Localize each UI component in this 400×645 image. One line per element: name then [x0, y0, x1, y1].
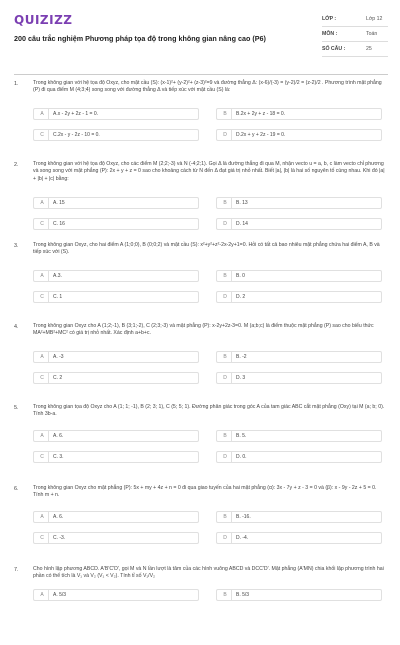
option-letter: A [36, 109, 49, 119]
option-letter: B [219, 109, 232, 119]
option-b[interactable] [216, 197, 382, 209]
option-letter: A [36, 271, 49, 281]
meta-table [322, 12, 388, 57]
option-d[interactable] [216, 291, 382, 303]
option-c[interactable] [33, 129, 199, 141]
option-letter: C [36, 452, 49, 462]
option-c[interactable] [33, 291, 199, 303]
question-number: 5. [14, 405, 19, 411]
option-a[interactable] [33, 351, 199, 363]
option-letter: B [219, 271, 232, 281]
document-title: 200 câu trắc nghiệm Phương pháp tọa độ trong không gian nâng cao (P6) [14, 34, 266, 43]
option-letter: C [36, 219, 49, 229]
question-list [0, 78, 400, 645]
question-number: 1. [14, 81, 19, 87]
meta-row-subject [322, 27, 388, 42]
option-b[interactable] [216, 511, 382, 523]
meta-value: 25 [366, 46, 372, 52]
option-letter: B [219, 352, 232, 362]
question-number: 4. [14, 324, 19, 330]
option-b[interactable] [216, 430, 382, 442]
option-letter: A [36, 431, 49, 441]
option-text: B. 5. [236, 433, 247, 439]
option-d[interactable] [216, 129, 382, 141]
question-number: 6. [14, 486, 19, 492]
option-text: D. 3 [236, 375, 246, 381]
option-text: A. 5/3 [53, 592, 67, 598]
option-a[interactable] [33, 270, 199, 282]
header [0, 0, 400, 66]
question-text: Trong không gian với hệ tọa độ Oxyz, cho các điểm M (2;2;-3) và N (-4;2;1). Gọi Δ là đường thẳng đi qua M, nhận vecto u = a, b, c làm vecto chỉ phương và song song với mặt phẳng (P): 2x + y + z = 0 sao cho khoảng cách từ N đến Δ đạt giá trị nhỏ nhất. Biết |a|, |b| là hai số nguyên tố cùng nhau. Khi đó |a| + |b| + |c| bằng: [33, 161, 385, 182]
option-letter: B [219, 590, 232, 600]
option-text: D. -4. [236, 535, 249, 541]
option-text: B. -2 [236, 354, 247, 360]
option-a[interactable] [33, 197, 199, 209]
option-b[interactable] [216, 108, 382, 120]
meta-row-class [322, 12, 388, 27]
meta-row-count [322, 42, 388, 57]
option-text: A. 6. [53, 514, 64, 520]
meta-label: SỐ CÂU : [322, 46, 346, 52]
option-text: D. 2 [236, 294, 246, 300]
question-text: Trong không gian tọa độ Oxyz cho A (1; 1; -1), B (2; 3; 1), C (5; 5; 1). Đường phân giác trong góc A của tam giác ABC cắt mặt phẳng (Oxy) tại M (a; b; 0). Tính 3b-a. [33, 404, 385, 418]
option-text: A.3. [53, 273, 62, 279]
option-b[interactable] [216, 351, 382, 363]
option-text: C. 1 [53, 294, 63, 300]
option-a[interactable] [33, 430, 199, 442]
option-letter: A [36, 352, 49, 362]
option-text: C. -3. [53, 535, 66, 541]
option-text: C. 3. [53, 454, 64, 460]
option-c[interactable] [33, 532, 199, 544]
question-text: Trong không gian với hệ tọa độ Oxyz, cho mặt cầu (S): (x-1)²+ (y-2)²+ (z-3)²=9 và đường thẳng Δ: (x-6)/(-3) = (y-2)/2 = (z-2)/2 . Phương trình mặt phẳng (P) đi qua điểm M (4;3;4) song song với đường thẳng Δ và tiếp xúc với mặt cầu (S) là: [33, 80, 382, 94]
option-letter: D [219, 292, 232, 302]
option-text: D. 0. [236, 454, 247, 460]
option-b[interactable] [216, 270, 382, 282]
question-text: Trong không gian Oxyz, cho hai điểm A (1;0;0), B (0;0;2) và mặt cầu (S): x²+y²+z²-2x-2y+1=0. Hỏi có tất cả bao nhiêu mặt phẳng chứa hai điểm A, B và tiếp xúc với (S). [33, 242, 380, 256]
question-number: 7. [14, 567, 19, 573]
quizizz-logo: QUIZIZZ [14, 13, 73, 27]
option-a[interactable] [33, 108, 199, 120]
option-a[interactable] [33, 511, 199, 523]
option-text: C.2x - y - 2z - 10 = 0. [53, 132, 100, 138]
option-text: C. 2 [53, 375, 63, 381]
option-letter: C [36, 533, 49, 543]
option-d[interactable] [216, 532, 382, 544]
option-c[interactable] [33, 218, 199, 230]
question-text: Trong không gian Oxyz cho A (1;2;-1), B (3;1;-2), C (2;3;-3) và mặt phẳng (P): x-2y+2z-3=0. M (a;b;c) là điểm thuộc mặt phẳng (P) sao cho biểu thức MA²+MB²+MC² có giá trị nhỏ nhất. Xác định a+b+c. [33, 323, 374, 337]
option-text: B. 0 [236, 273, 245, 279]
question-4 [0, 321, 400, 402]
question-2 [0, 159, 400, 240]
option-b[interactable] [216, 589, 382, 601]
meta-value: Toán [366, 31, 378, 37]
question-text: Cho hình lập phương ABCD. A'B'C'D', gọi M và N lần lượt là tâm của các hình vuông ABCD và DCC'D'. Mặt phẳng (A'MN) chia khối lập phương trình hai phần có thể tích là V₁ và V₂ (V₁ < V₂). Tính tỉ số V₁/V₂ [33, 566, 384, 580]
option-letter: A [36, 590, 49, 600]
option-text: B.2x + 2y + z - 18 = 0. [236, 111, 286, 117]
question-5 [0, 402, 400, 483]
question-number: 3. [14, 243, 19, 249]
question-text: Trong không gian Oxyz cho mặt phẳng (P): 5x + my + 4z + n = 0 đi qua giao tuyến của hai mặt phẳng (α): 3x - 7y + z - 3 = 0 và (β): x - 9y - 2z + 5 = 0. Tính m + n. [33, 485, 377, 499]
option-a[interactable] [33, 589, 199, 601]
option-letter: B [219, 512, 232, 522]
option-text: A.x - 2y + 2z - 1 = 0. [53, 111, 99, 117]
option-text: B. 13 [236, 200, 248, 206]
meta-label: LỚP : [322, 16, 337, 22]
question-number: 2. [14, 162, 19, 168]
option-d[interactable] [216, 372, 382, 384]
option-letter: C [36, 130, 49, 140]
option-letter: B [219, 431, 232, 441]
question-1 [0, 78, 400, 159]
question-6 [0, 483, 400, 564]
option-d[interactable] [216, 218, 382, 230]
option-letter: C [36, 373, 49, 383]
option-letter: D [219, 533, 232, 543]
option-text: A. -3 [53, 354, 64, 360]
option-letter: D [219, 130, 232, 140]
option-text: A. 15 [53, 200, 65, 206]
option-text: D.2x + y + 2z - 19 = 0. [236, 132, 286, 138]
option-letter: D [219, 373, 232, 383]
option-letter: A [36, 198, 49, 208]
option-c[interactable] [33, 372, 199, 384]
option-letter: D [219, 219, 232, 229]
option-letter: B [219, 198, 232, 208]
option-text: B. -16. [236, 514, 251, 520]
option-letter: C [36, 292, 49, 302]
option-letter: A [36, 512, 49, 522]
option-text: B. 5/3 [236, 592, 250, 598]
option-d[interactable] [216, 451, 382, 463]
option-text: C. 16 [53, 221, 65, 227]
header-divider [14, 74, 388, 75]
question-7 [0, 564, 400, 645]
meta-value: Lớp 12 [366, 16, 383, 22]
option-text: D. 14 [236, 221, 248, 227]
question-3 [0, 240, 400, 321]
option-c[interactable] [33, 451, 199, 463]
option-letter: D [219, 452, 232, 462]
meta-label: MÔN : [322, 31, 338, 37]
option-text: A. 6. [53, 433, 64, 439]
